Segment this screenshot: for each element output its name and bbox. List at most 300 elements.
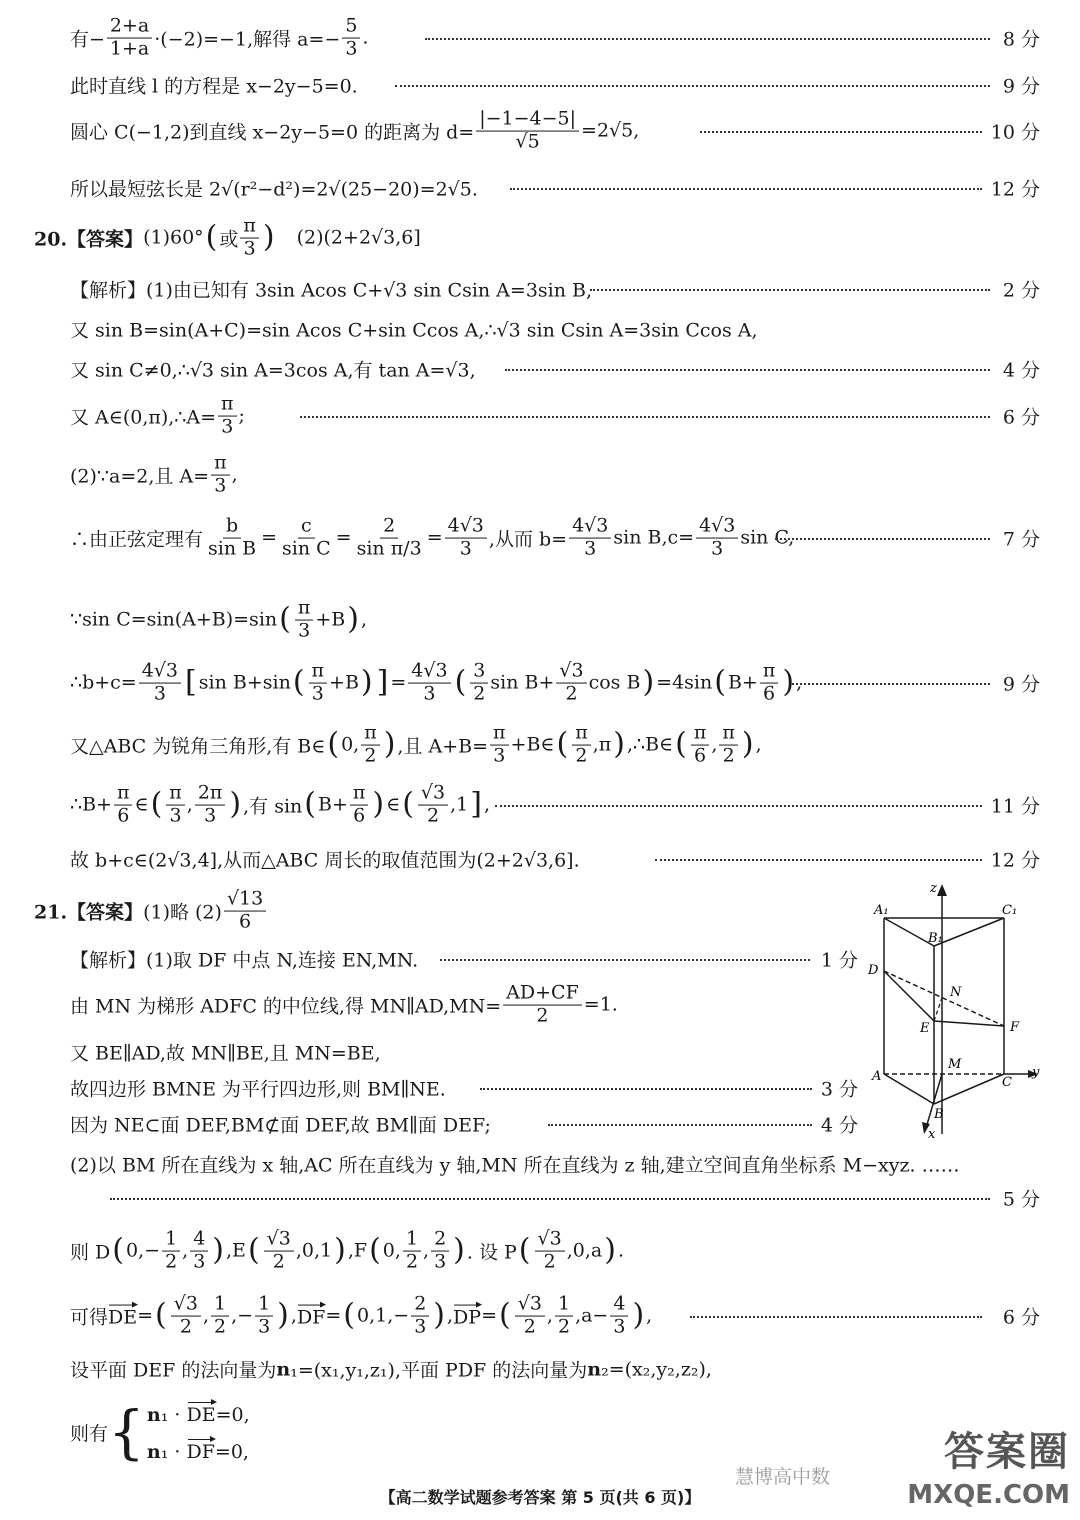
text: +B∈ — [510, 734, 555, 756]
question-20-answer — [34, 214, 421, 260]
text: , — [483, 794, 491, 816]
label-m: M — [948, 1057, 962, 1072]
text: 又 A∈(0,π),∴A= — [70, 406, 217, 429]
fraction — [279, 514, 334, 560]
paren-close: ) — [372, 787, 385, 822]
analysis21-line-3 — [70, 1039, 381, 1066]
text: 【解析】(1)由已知有 3sin Acos C+√3 sin Csin A=3sin B, — [70, 279, 593, 302]
text: 故 b+c∈(2√3,4],从而△ABC 周长的取值范围为(2+2√3,6]. — [70, 849, 580, 872]
text: 0, — [341, 734, 360, 756]
analysis21-line-5 — [70, 1111, 491, 1138]
fraction — [295, 596, 314, 642]
fraction-denominator: 3 — [584, 537, 597, 560]
fraction-numerator: 3 — [470, 662, 488, 684]
prism-figure — [862, 876, 1062, 1146]
fraction-denominator: 3 — [434, 1250, 447, 1273]
dot-leader — [395, 85, 990, 87]
dot-leader — [792, 683, 990, 685]
score: 7 分 — [1002, 528, 1040, 551]
vector-de: DE — [108, 1304, 137, 1329]
text: n — [146, 1441, 161, 1463]
text: . 设 P — [466, 1241, 517, 1264]
paren-close: ) — [334, 1233, 346, 1268]
fraction-denominator: 3 — [459, 537, 472, 560]
fraction-denominator: 3 — [298, 619, 311, 642]
text: 因为 NE⊂面 DEF,BM⊄面 DEF,故 BM∥面 DEF; — [70, 1114, 491, 1137]
dot-leader — [690, 1316, 982, 1318]
text: , — [447, 1305, 454, 1327]
fraction-denominator: 3 — [493, 744, 506, 767]
score: 6 分 — [1002, 1306, 1040, 1329]
text: ₁=(x₁,y₁,z₁),平面 PDF 的法向量为 — [290, 1359, 588, 1382]
text: ; — [238, 405, 245, 427]
label-n: N — [950, 985, 962, 1000]
text: ,且 A+B= — [397, 735, 489, 758]
analysis21-line-11 — [70, 1398, 250, 1466]
fraction-numerator: π — [240, 217, 259, 239]
analysis-line-7 — [70, 596, 368, 642]
fraction — [107, 14, 152, 60]
fraction — [572, 721, 591, 767]
fraction-numerator: 1 — [555, 1295, 573, 1317]
fraction-denominator: 2 — [165, 1250, 178, 1273]
text: 设平面 DEF 的法向量为 — [70, 1359, 277, 1382]
fraction — [445, 514, 487, 560]
text: =2√5, — [581, 120, 640, 142]
paren-close: ) — [277, 1298, 289, 1333]
page-footer: 【高二数学试题参考答案 第 5 页(共 6 页)】 — [379, 1488, 701, 1507]
solution-line-3 — [70, 107, 640, 153]
vector-df: DF — [297, 1304, 325, 1329]
fraction-denominator: 6 — [239, 910, 252, 933]
bracket-open: [ — [185, 665, 197, 700]
text: 又 sin B=sin(A+C)=sin Acos C+sin Ccos A,∴√3 sin Csin A=3sin Ccos A, — [70, 319, 758, 342]
text: (2)(2+2√3,6] — [296, 227, 421, 249]
text: 故四边形 BMNE 为平行四边形,则 BM∥NE. — [70, 1078, 446, 1101]
label-a1: A₁ — [874, 903, 889, 918]
fraction — [114, 781, 133, 827]
answer-label: 21.【答案】 — [34, 901, 144, 924]
text: 又 sin C≠0,∴√3 sin A=3cos A,有 tan A=√3, — [70, 359, 476, 382]
text: 则 D — [70, 1241, 111, 1264]
fraction-denominator: 3 — [214, 474, 227, 497]
label-a: A — [872, 1069, 882, 1084]
analysis-line-1 — [70, 276, 592, 303]
paren-close: ) — [453, 1233, 465, 1268]
text: ·(−2)=−1,解得 a=− — [154, 28, 341, 51]
fraction-numerator: 4 — [190, 1230, 208, 1252]
normal-vector-n2: n — [587, 1358, 602, 1380]
bracket-close: ] — [376, 665, 389, 700]
fraction-numerator: 4√3 — [408, 662, 450, 684]
fraction — [408, 659, 450, 705]
fraction — [760, 659, 779, 705]
fraction-numerator: π — [114, 784, 133, 806]
analysis21-line-1 — [70, 946, 418, 973]
text: 此时直线 l 的方程是 x−2y−5=0. — [70, 75, 358, 98]
equation-1 — [147, 1401, 250, 1426]
fraction — [218, 392, 237, 438]
analysis21-line-6 — [70, 1151, 960, 1178]
fraction-numerator: 5 — [342, 17, 360, 39]
text: ∴b+c= — [70, 672, 137, 694]
analysis21-line-8 — [70, 1227, 624, 1273]
paren-open: ( — [343, 1298, 355, 1333]
paren-open: ( — [518, 1233, 531, 1268]
fraction-denominator: 2 — [364, 744, 377, 767]
text: , — [755, 734, 762, 756]
paren-open: ( — [714, 665, 726, 700]
text: cos B — [588, 672, 641, 694]
fraction-denominator: 2 — [473, 682, 486, 705]
paren-open: ( — [247, 1233, 260, 1268]
dot-leader — [110, 1198, 990, 1200]
equation-2 — [147, 1438, 250, 1463]
paren-close: ) — [782, 665, 795, 700]
solution-line-4 — [70, 175, 478, 202]
text: =4sin — [656, 672, 713, 694]
text: , — [711, 734, 718, 756]
fraction-denominator: 3 — [613, 1315, 626, 1338]
fraction — [211, 1292, 229, 1338]
text: ,∴B∈ — [626, 734, 674, 756]
fraction-numerator: 4√3 — [445, 517, 487, 539]
fraction-numerator: √3 — [264, 1230, 294, 1252]
fraction-denominator: 2 — [565, 682, 578, 705]
text: 0,− — [126, 1240, 161, 1262]
text: ₁ · — [160, 1441, 181, 1463]
fraction — [309, 659, 328, 705]
text: (1)60° — [143, 227, 204, 249]
fraction-numerator: π — [760, 662, 779, 684]
paren-close: ) — [229, 787, 242, 822]
score: 10 分 — [990, 121, 1040, 144]
paren-open: ( — [556, 727, 569, 762]
dot-leader — [590, 289, 990, 291]
text: , — [796, 672, 803, 694]
text: = — [137, 1305, 154, 1327]
fraction — [171, 1292, 201, 1338]
analysis21-line-9 — [70, 1292, 653, 1338]
dot-leader — [700, 131, 982, 133]
text: B+ — [727, 672, 758, 694]
question-21-answer — [34, 887, 268, 933]
paren-open: ( — [327, 727, 340, 762]
fraction-denominator: 3 — [153, 682, 166, 705]
fraction-numerator: 4√3 — [696, 517, 738, 539]
fraction-numerator: π — [218, 395, 237, 417]
paren-close: ) — [632, 1298, 645, 1333]
text: B+ — [318, 794, 348, 816]
fraction-numerator: 1 — [403, 1230, 421, 1252]
text: 又 BE∥AD,故 MN∥BE,且 MN=BE, — [70, 1042, 381, 1065]
fraction-denominator: 3 — [204, 804, 217, 827]
fraction-denominator: 3 — [311, 682, 324, 705]
text: ,a− — [575, 1305, 609, 1327]
fraction-denominator: 3 — [258, 1315, 271, 1338]
text: ∴由正弦定理有 — [70, 528, 204, 551]
fraction — [556, 659, 586, 705]
score: 6 分 — [1002, 406, 1040, 429]
text: ,π — [592, 734, 612, 756]
fraction-denominator: 2 — [575, 744, 588, 767]
text: (1)略 (2) — [143, 901, 222, 924]
paren-close: ) — [262, 220, 275, 255]
analysis-line-8 — [70, 659, 803, 705]
text: = — [426, 527, 443, 549]
text: 所以最短弦长是 2√(r²−d²)=2√(25−20)=2√5. — [70, 178, 478, 201]
solution-line-1 — [70, 14, 369, 60]
analysis-line-10 — [70, 781, 491, 827]
fraction — [431, 1227, 449, 1273]
dot-leader — [548, 1124, 812, 1126]
fraction-denominator: 3 — [345, 37, 358, 60]
text: 可得 — [70, 1306, 109, 1329]
paren-open: ( — [205, 220, 218, 255]
text: , — [231, 464, 238, 486]
paren-open: ( — [155, 1298, 167, 1333]
fraction-denominator: 2 — [536, 1004, 549, 1027]
text: ,0,1 — [295, 1240, 333, 1262]
fraction-numerator: √3 — [171, 1295, 201, 1317]
analysis21-line-10 — [70, 1356, 712, 1383]
score: 5 分 — [1002, 1188, 1040, 1211]
fraction — [470, 659, 488, 705]
text: 则有 — [70, 1422, 109, 1445]
z-axis-arrow — [937, 884, 947, 896]
fraction — [350, 781, 369, 827]
text: . — [617, 1240, 624, 1262]
text: ∴B+ — [70, 794, 112, 816]
score: 4 分 — [1002, 359, 1040, 382]
paren-close: ) — [212, 1233, 225, 1268]
fraction-numerator: √3 — [515, 1295, 545, 1317]
text: ,1 — [450, 794, 469, 816]
text: = — [335, 527, 352, 549]
text: . — [362, 27, 369, 49]
brace: { — [108, 1398, 145, 1466]
text: , — [646, 1305, 653, 1327]
analysis-line-3 — [70, 356, 476, 383]
label-f: F — [1010, 1020, 1020, 1035]
text: 圆心 C(−1,2)到直线 x−2y−5=0 的距离为 d= — [70, 121, 475, 144]
text: = — [325, 1305, 342, 1327]
paren-open: ( — [675, 727, 687, 762]
fraction-denominator: 2 — [426, 804, 440, 827]
bracket-close: ] — [470, 787, 482, 822]
text: , — [290, 1305, 297, 1327]
paren-close: ) — [741, 727, 754, 762]
vector-df: DF — [187, 1438, 215, 1463]
label-b1: B₁ — [928, 931, 943, 946]
fraction-numerator: π — [572, 724, 591, 746]
text: sin B+ — [490, 672, 555, 694]
vector-de: DE — [187, 1401, 216, 1426]
paren-open: ( — [279, 602, 291, 637]
fraction-numerator: π — [166, 784, 185, 806]
dot-leader — [495, 805, 982, 807]
text: ₁ · — [160, 1404, 181, 1426]
text: , — [360, 609, 368, 631]
text: sin C, — [740, 527, 795, 549]
fraction-numerator: |−1−4−5| — [476, 110, 579, 132]
fraction-denominator: 2 — [405, 1250, 419, 1273]
score: 11 分 — [990, 795, 1040, 818]
score: 2 分 — [1002, 279, 1040, 302]
fraction — [139, 659, 181, 705]
fraction — [719, 721, 738, 767]
paren-close: ) — [642, 665, 655, 700]
vector-dp: DP — [453, 1304, 481, 1329]
fraction-numerator: √13 — [224, 890, 266, 912]
fraction-denominator: 3 — [711, 537, 724, 560]
text: =0, — [215, 1404, 250, 1426]
analysis-line-4 — [70, 392, 245, 438]
label-e: E — [920, 1021, 930, 1036]
fraction-denominator: 2 — [543, 1250, 556, 1273]
text: ∈ — [134, 794, 149, 816]
fraction-denominator: sin π/3 — [356, 537, 422, 560]
dot-leader — [480, 1088, 812, 1090]
fraction-numerator: π — [691, 724, 710, 746]
label-d: D — [868, 963, 879, 978]
fraction-denominator: 2 — [557, 1315, 571, 1338]
score: 12 分 — [990, 178, 1040, 201]
fraction — [240, 214, 259, 260]
text: (2)以 BM 所在直线为 x 轴,AC 所在直线为 y 轴,MN 所在直线为 z 轴,建立空间直角坐标系 M−xyz. …… — [70, 1154, 960, 1177]
fraction-numerator: π — [719, 724, 738, 746]
fraction-numerator: 4√3 — [569, 517, 611, 539]
score: 4 分 — [820, 1114, 858, 1137]
fraction — [166, 781, 185, 827]
analysis-line-5 — [70, 451, 238, 497]
paren-close: ) — [613, 727, 625, 762]
dot-leader — [425, 38, 990, 40]
fraction — [696, 514, 738, 560]
text: 0,1,− — [357, 1305, 410, 1327]
paren-open: ( — [454, 665, 467, 700]
score: 9 分 — [1002, 75, 1040, 98]
analysis21-line-2 — [70, 981, 618, 1027]
fraction-numerator: √3 — [418, 784, 448, 806]
fraction-numerator: 2 — [380, 517, 398, 539]
text: =1. — [583, 994, 618, 1016]
fraction-numerator: b — [223, 517, 241, 539]
text: sin B+sin — [198, 672, 291, 694]
text: 由 MN 为梯形 ADFC 的中位线,得 MN∥AD,MN= — [70, 995, 502, 1018]
paren-open: ( — [499, 1298, 511, 1333]
fraction — [535, 1227, 565, 1273]
fraction-numerator: 2π — [195, 784, 226, 806]
score: 9 分 — [1002, 673, 1040, 696]
fraction-numerator: √3 — [556, 662, 586, 684]
paren-open: ( — [150, 787, 163, 822]
dot-leader — [300, 416, 990, 418]
fraction — [255, 1292, 273, 1338]
fraction-denominator: 2 — [214, 1315, 227, 1338]
fraction — [610, 1292, 628, 1338]
watermark-text: 慧博高中数 — [735, 1466, 831, 1488]
fraction-numerator: AD+CF — [503, 984, 582, 1006]
paren-close: ) — [347, 602, 359, 637]
text: (2)∵a=2,且 A= — [70, 465, 210, 488]
fraction — [569, 514, 611, 560]
fraction-denominator: 6 — [117, 804, 130, 827]
text: = — [481, 1305, 497, 1327]
paren-open: ( — [369, 1233, 381, 1268]
fraction-denominator: 3 — [193, 1250, 206, 1273]
text: n — [146, 1404, 161, 1426]
text: sin B,c= — [613, 527, 695, 549]
paren-close: ) — [604, 1233, 616, 1268]
paren-close: ) — [433, 1298, 445, 1333]
equation-system — [147, 1401, 250, 1463]
paren-open: ( — [304, 787, 316, 822]
fraction-denominator: sin B — [208, 537, 257, 560]
fraction — [205, 514, 259, 560]
fraction-numerator: √3 — [535, 1230, 565, 1252]
text: +B — [315, 609, 346, 631]
fraction-numerator: 1 — [211, 1295, 229, 1317]
dot-leader — [775, 538, 990, 540]
text: ,有 sin — [243, 795, 303, 818]
fraction — [476, 107, 579, 153]
fraction-denominator: sin C — [282, 537, 331, 560]
normal-vector-n1: n — [276, 1358, 291, 1380]
label-c: C — [1002, 1075, 1012, 1090]
fraction — [195, 781, 226, 827]
fraction — [555, 1292, 573, 1338]
fraction — [503, 981, 582, 1027]
watermark-logo — [900, 1420, 1070, 1510]
watermark-main: 答案圈 — [944, 1429, 1070, 1475]
text: ,− — [231, 1305, 254, 1327]
fraction — [224, 887, 266, 933]
text: ,0,a — [566, 1240, 603, 1262]
fraction-numerator: π — [211, 454, 230, 476]
fraction-denominator: 3 — [423, 682, 436, 705]
fraction — [403, 1227, 421, 1273]
analysis21-line-4 — [70, 1075, 446, 1102]
fraction — [515, 1292, 545, 1338]
fraction — [418, 781, 448, 827]
fraction-numerator: 2 — [411, 1295, 429, 1317]
fraction-numerator: π — [490, 724, 509, 746]
answer-label: 20.【答案】 — [34, 228, 144, 251]
text: =0, — [214, 1441, 249, 1463]
label-c1: C₁ — [1002, 903, 1018, 918]
label-z: z — [930, 881, 937, 896]
text: 或 — [219, 228, 239, 251]
score: 8 分 — [1002, 28, 1040, 51]
fraction-numerator: 2+a — [107, 17, 152, 39]
fraction-denominator: 2 — [722, 744, 735, 767]
text: ,E — [226, 1240, 246, 1262]
fraction-numerator: π — [361, 724, 380, 746]
label-y: y — [1032, 1065, 1040, 1080]
fraction-denominator: 3 — [221, 415, 234, 438]
text: , — [546, 1305, 553, 1327]
fraction-numerator: 1 — [162, 1230, 180, 1252]
fraction-numerator: 4√3 — [139, 662, 181, 684]
fraction-denominator: 3 — [169, 804, 182, 827]
text: , — [423, 1240, 430, 1262]
fraction — [264, 1227, 294, 1273]
text: 【解析】(1)取 DF 中点 N,连接 EN,MN. — [70, 949, 419, 972]
fraction-numerator: π — [309, 662, 328, 684]
fraction-numerator: 1 — [255, 1295, 273, 1317]
dot-leader — [510, 188, 982, 190]
